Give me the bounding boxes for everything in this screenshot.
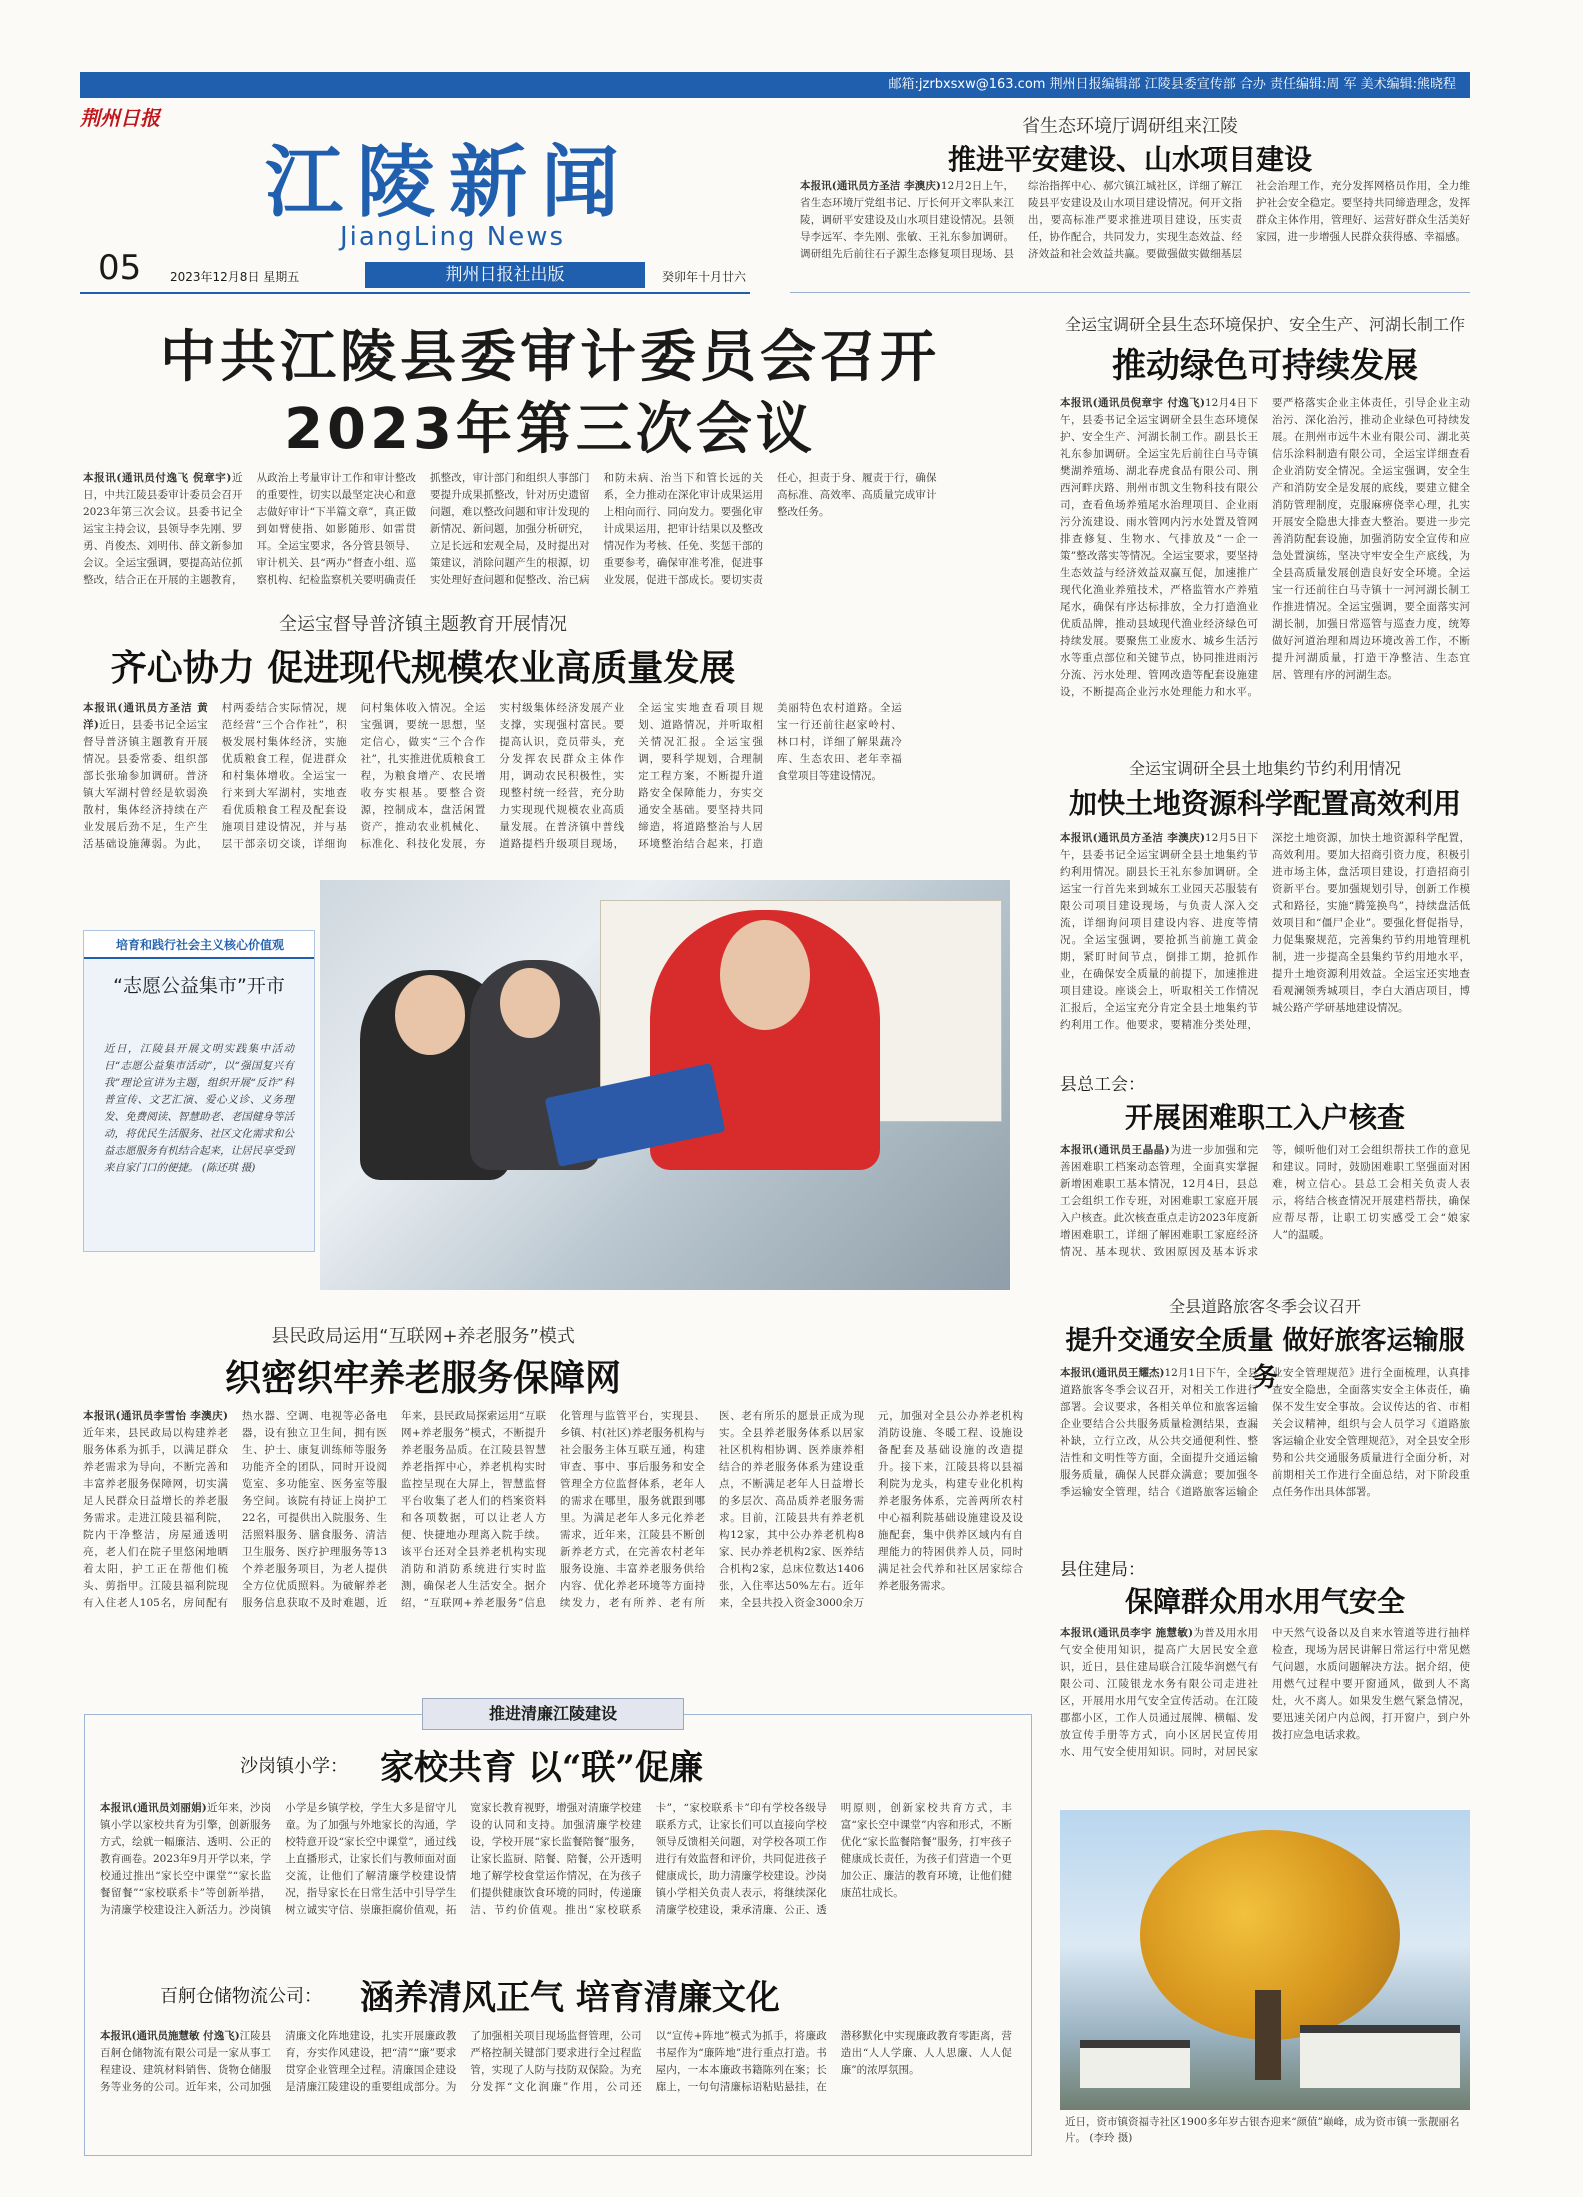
gas-title: 保障群众用水用气安全 <box>1124 1585 1405 1618</box>
elderly-text: 近年来，县民政局以构建养老服务体系为抓手，以满足群众养老需求为导向，不断完善和丰富养老服务保障网，切实满足人民群众日益增长的养老服务需求。走进江陵县福利院，院内干净整洁，房屋通透明亮，老人们在院子里悠闲地晒着太阳，护工正在帮他们梳头、剪指甲。江陵县福利院现有入住老人105名，房间配有热水器、空调、电视等必备电器，设有独立卫生间，拥有医生、护士、康复训练师等服务功能齐全的团队，同时开设阅览室、多功能室、医务室等服务空间。该院有持证上岗护工22名，可提供出入院服务、生活照料服务、膳食服务、清洁卫生服务、医疗护理服务等13个养老服务项目，为老人提供全方位优质照料。为破解养老服务信息获取不及时难题，近年来，县民政局探索运用“互联网+养老服务”模式，不断提升养老服务品质。在江陵县智慧养老指挥中心，养老机构实时监控呈现在大屏上，智慧监督平台收集了老人们的档案资料和各项数据，可以让老人方便、快捷地办理离入院手续。该平台还对全县养老机构实现消防和消防系统进行实时监测，确保老人生活安全。据介绍，“互联网+养老服务”信息化管理与监管平台，实现县、乡镇、村(社区)养老服务机构与社会服务主体互联互通，构建审查、事中、事后服务和安全管理全方位监督体系，老年人的需求在哪里，服务就跟到哪里。为满足老年人多元化养老需求，近年来，江陵县不断创新养老方式，在完善农村老年服务设施、丰富养老服务供给内容、优化养老环境等方面持续发力，老有所养、老有所医、老有所乐的愿景正成为现实。全县养老服务体系以居家社区机构相协调、医养康养相结合的养老服务体系为建设重点，不断满足老年人日益增长的多层次、高品质养老服务需求。目前，江陵县共有养老机构12家，其中公办养老机构8家、民办养老机构2家、医养结合机构2家，总床位数达1406张，入住率达50%左右。近年来，全县共投入资金3000余万元，加强对全县公办养老机构消防设施、冬暖工程、设施设备配套及基础设施的改造提升。接下来，江陵县将以县福利院为龙头，构建专业化机构养老服务体系，完善两所农村中心福利院基础设施建设及设施配套，集中供养区域内有自理能力的特困供养人员，同时满足社会代养和社区居家综合养老服务需求。 <box>83 1410 1023 1609</box>
storage-lead: 本报讯(通讯员施慧敏 付逸飞) <box>100 2030 240 2042</box>
traffic-lead: 本报讯(通讯员王耀杰) <box>1060 1367 1165 1379</box>
sidebox-title: “志愿公益集市”开市 <box>113 975 285 997</box>
traffic-text: 12月1日下午，全县道路旅客冬季会议召开，对相关工作进行部署。会议要求，各相关单位和旅客运输企业要结合公共服务质量检测结果，查漏补缺，立行立改，从公共交通便利性、整洁性和文明性等方面，全面提升交通运输服务质量，确保人民群众满意；要加强冬季运输安全管理，结合《道路旅客运输企业安全管理规范》进行全面梳理，认真排查安全隐患，全面落实安全主体责任，确保不发生安全事故。会议传达的省、市相关会议精神，组织与会人员学习《道路旅客运输企业安全管理规范》，对全县安全形势和公共交通服务质量进行全面分析，对前期相关工作进行全面总结，对下阶段重点任务作出具体部署。 <box>1060 1367 1470 1498</box>
face-left <box>395 975 465 1055</box>
school-text: 近年来，沙岗镇小学以家校共育为引擎，创新服务方式，绘就一幅廉洁、透明、公正的教育画卷。2023年9月开学以来，学校通过推出“家长空中课堂”“家长监餐留餐”“家校联系卡”等创新举措，为清廉学校建设注入新活力。沙岗镇小学是乡镇学校，学生大多是留守儿童。为了加强与外地家长的沟通，学校特意开设“家长空中课堂”，通过线上直播形式，让家长们与教师面对面交流，让他们了解清廉学校建设情况，指导家长在日常生活中引导学生树立诚实守信、崇廉拒腐价值观，拓宽家长教育视野，增强对清廉学校建设的认同和支持。加强清廉学校建设，学校开展“家长监餐陪餐”服务，让家长监厨、陪餐、陪餐，公开透明地了解学校食堂运作情况，在为孩子们提供健康饮食环境的同时，传递廉洁、节约价值观。推出“家校联系卡”，“家校联系卡”印有学校各级导联系方式，让家长们可以直接向学校领导反馈相关问题，对学校各项工作进行有效监督和评价，共同促进孩子健康成长，助力清廉学校建设。沙岗镇小学相关负责人表示，将继续深化清廉学校建设，秉承清廉、公正、透明原则，创新家校共育方式，丰富“家长空中课堂”内容和形式，不断优化“家长监餐陪餐”服务，打牢孩子健康成长责任，为孩子们营造一个更加公正、廉洁的教育环境，让他们健康茁壮成长。 <box>100 1802 1012 1916</box>
agri-kicker: 全运宝督导普济镇主题教育开展情况 <box>279 614 567 635</box>
storage-text: 江陵县百舸仓储物流有限公司是一家从事工程建设、建筑材料销售、货物仓储服务等业务的公司。近年来，公司加强清廉文化阵地建设，扎实开展廉政教育，夯实作风建设，把“清”“廉”要求贯穿企业管理全过程。清廉国企建设是清廉江陵建设的重要组成部分。为了加强相关项目现场监督管理，公司严格控制关键部门要求进行全过程监管，实现了人防与技防双保险。为充分发挥“文化润廉”作用，公司还以“宣传+阵地”模式为抓手，将廉政书屋作为“廉阵地”进行重点打造。书屋内，一本本廉政书籍陈列在案；长廊上，一句句清廉标语粘贴悬挂，在潜移默化中实现廉政教育零距离，营造出“人人学廉、人人思廉、人人促廉”的浓厚氛围。 <box>100 2030 1012 2093</box>
agri-body <box>83 700 902 865</box>
sidebox-body <box>104 1041 294 1177</box>
sidebox-credit: (陈还琪 摄) <box>201 1162 256 1174</box>
volunteer-photo <box>320 880 1010 1290</box>
elderly-kicker: 县民政局运用“互联网+养老服务”模式 <box>271 1326 575 1347</box>
audit-title: 中共江陵县委审计委员会召开2023年第三次会议 <box>160 325 940 462</box>
school-lead: 本报讯(通讯员刘丽娟) <box>100 1802 207 1814</box>
env-kicker: 省生态环境厅调研组来江陵 <box>1022 116 1238 137</box>
agri-text: 近日，县委书记全运宝督导普济镇主题教育开展情况。县委常委、组织部部长张瑜参加调研。普济镇大军湖村曾经是软弱涣散村，集体经济持续在产业发展后劲不足，生产生活基础设施薄弱。为此，村两委结合实际情况，规范经营“三个合作社”，积极发展村集体经济，实施优质粮食工程，促进群众和村集体增收。全运宝一行来到大军湖村，实地查看优质粮食工程及配套设施项目建设情况，并与基层干部亲切交谈，详细询问村集体收入情况。全运宝强调，要统一思想，坚定信心，做实“三个合作社”，扎实推进优质粮食工程，为粮食增产、农民增收夯实根基。要整合资源，控制成本，盘活闲置资产，推动农业机械化、标准化、科技化发展，夯实村级集体经济发展产业支撑，实现强村富民。要提高认识，竞员带头，充分发挥农民群众主体作用，调动农民积极性，实现整村统一经营，充分助力实现现代规模农业高质量发展。在普济镇中普线道路提档升级项目现场，全运宝实地查看项目规划、道路情况，并听取相关情况汇报。全运宝强调，要科学规划，合理制定工程方案，不断提升道路安全保障能力，夯实交通安全基础。要坚持共同缔造，将道路整治与人居环境整治结合起来，打造美丽特色农村道路。全运宝一行还前往赵家岭村、林口村，详细了解果蔬冷库、生态农田、老年幸福食堂项目等建设情况。 <box>83 702 902 850</box>
ginkgo-photo <box>1060 1810 1470 2110</box>
house <box>1080 2040 1190 2088</box>
union-text: 为进一步加强和完善困难职工档案动态管理，全面真实掌握新增困难职工基本情况，12月4日，县总工会组织工作专班，对困难职工家庭开展入户核查。此次核查重点走访2023年度新增困难职工，详细了解困难职工家庭经济情况、基本现状、致困原因及基本诉求等，倾听他们对工会组织帮扶工作的意见和建议。同时，鼓励困难职工坚强面对困难，树立信心。县总工会相关负责人表示，将结合核查情况开展建档帮扶，确保应帮尽帮，让职工切实感受工会“娘家人”的温暖。 <box>1060 1144 1470 1258</box>
land-lead: 本报讯(通讯员方圣洁 李澳庆) <box>1060 832 1205 844</box>
ginkgo-credit: (李玲 摄) <box>1089 2132 1133 2144</box>
ginkgo-caption <box>1065 2114 1470 2146</box>
page-number: 05 <box>98 248 142 288</box>
env-divider <box>790 292 1470 293</box>
volunteer-sidebox <box>83 930 315 1252</box>
audit-text: 近日，中共江陵县委审计委员会召开2023年第三次会议。县委书记全运宝主持会议，县领导李先刚、罗勇、肖俊杰、刘明伟、薛文新参加会议。全运宝强调，要提高站位抓整改，结合正在开展的主题教育，从政治上考量审计工作和审计整改的重要性，切实以最坚定决心和意志做好审计“下半篇文章”，真正做到如臂使指、如影随形、如雷贯耳。全运宝要求，各分管县领导、审计机关、县“两办”督查小组、巡察机构、纪检监察机关要明确责任抓整改，审计部门和组织人事部门要提升成果抓整改，针对历史遗留问题，难以整改问题和审计发现的新情况、新问题，加强分析研究，立足长远和宏观全局，及时提出对策建议，消除问题产生的根源，切实处理好查问题和促整改、治已病和防未病、治当下和管长远的关系，全力推动在深化审计成果运用上相向而行、同向发力。要强化审计成果运用，把审计结果以及整改情况作为考核、任免、奖惩干部的重要参考，确保审准考准，促进事业发展，促进干部成长。要切实责任心，担责于身、履责于行，确保高标准、高效率、高质量完成审计整改任务。 <box>83 472 937 586</box>
traffic-kicker: 全县道路旅客冬季会议召开 <box>1168 1297 1361 1316</box>
land-text: 12月5日下午，县委书记全运宝调研全县土地集约节约利用情况。副县长王礼东参加调研。全运宝一行首先来到城东工业园天芯服装有限公司项目建设现场，与负责人深入交流，详细询问项目建设内容、进度等情况。全运宝强调，要抢抓当前施工黄金期，紧盯时间节点，倒排工期，抢抓作业，在确保安全质量的前提下，加速推进项目建设。座谈会上，听取相关工作情况汇报后，全运宝充分肯定全县土地集约节约利用工作。他要求，要精准分类处理，深挖土地资源，加快土地资源科学配置，高效利用。要加大招商引资力度，积极引进市场主体，盘活项目建设，打造招商引资新平台。要加强规划引导，创新工作模式和路径，实施“腾笼换鸟”，持续盘活低效项目和“僵尸企业”。要强化督促指导，力促集聚规范，完善集约节约用地管理机制，进一步提高全县集约节约用地水平，提升土地资源利用效益。全运宝还实地查看观澜领秀城项目，李白大酒店项目，博城公路产学研基地建设情况。 <box>1060 832 1470 1031</box>
env-title: 推进平安建设、山水项目建设 <box>947 143 1312 176</box>
gas-lead: 本报讯(通讯员李宇 施慧敏) <box>1060 1627 1194 1639</box>
header-contact-bar: 邮箱:jzrbxsxw@163.com 荆州日报编辑部 江陵县委宣传部 合办 责任编辑:周 军 美术编辑:熊晓程 <box>80 72 1470 98</box>
elderly-lead: 本报讯(通讯员李雪怡 李澳庆) <box>83 1410 228 1422</box>
land-title: 加快土地资源科学配置高效利用 <box>1068 787 1461 820</box>
newspaper-logo: 荆州日报 <box>80 106 160 130</box>
union-body <box>1060 1142 1470 1277</box>
audit-lead: 本报讯(通讯员付逸飞 倪章宇) <box>83 472 232 484</box>
storage-title: 涵养清风正气 培育清廉文化 <box>360 1978 780 2018</box>
storage-body <box>100 2028 1012 2146</box>
green-lead: 本报讯(通讯员倪章宇 付逸飞) <box>1060 397 1205 409</box>
school-kicker: 沙岗镇小学： <box>240 1756 348 1777</box>
clean-section-tag: 推进清廉江陵建设 <box>422 1698 684 1730</box>
green-title: 推动绿色可持续发展 <box>1112 346 1418 386</box>
agri-lead: 本报讯(通讯员方圣洁 黄洋) <box>83 702 208 731</box>
elderly-title: 织密织牢养老服务保障网 <box>224 1357 621 1399</box>
ginkgo-caption-text: 近日，资市镇资福寺社区1900多年岁古银杏迎来“颜值”巅峰，成为资市镇一张靓丽名片。 <box>1065 2116 1460 2144</box>
traffic-body <box>1060 1365 1470 1535</box>
union-title: 开展困难职工入户核查 <box>1124 1101 1405 1134</box>
green-body <box>1060 395 1470 730</box>
lunar-date: 癸卯年十月廿六 <box>662 270 747 284</box>
storage-kicker: 百舸仓储物流公司： <box>160 1986 322 2007</box>
union-lead: 本报讯(通讯员王晶晶) <box>1060 1144 1170 1156</box>
sidebox-text: 近日，江陵县开展文明实践集中活动日“志愿公益集市活动”，以“强国复兴有我”理论宣讲为主题，组织开展“反诈”科普宣传、文艺汇演、爱心义诊、义务理发、免费阅读、智慧助老、老国健身等活动，将优民生活服务、社区文化需求和公益志愿服务有机结合起来，让居民享受到来自家门口的便捷。 <box>104 1043 294 1174</box>
elderly-body <box>83 1408 1023 1688</box>
school-body <box>100 1800 1012 1950</box>
traffic-title: 提升交通安全质量 做好旅客运输服务 <box>1065 1326 1465 1393</box>
agri-title: 齐心协力 促进现代规模农业高质量发展 <box>110 647 736 689</box>
green-text: 12月4日下午，县委书记全运宝调研全县生态环境保护、安全生产、河湖长制工作。副县长王礼东参加调研。全运宝先后前往白马寺镇樊湖养殖场、湖北春虎食品有限公司、荆西河畔庆路、荆州市凯文生物科技有限公司，查看鱼场养殖尾水治理项目、企业雨污分流建设、雨水管网内污水处置及管网排查修复、生物水、气排放及“一企一策”整改落实等情况。全运宝要求，要坚持生态效益与经济效益双赢互促，加速推广现代化渔业养殖技术，严格监管水产养殖尾水，确保有序达标排放，全力打造渔业优质品牌，推动县域现代渔业经济绿色可持续发展。要聚焦工业废水、城乡生活污水等重点部位和关键节点，协同推进雨污分流、污水处理、管网改造等配套设施建设，不断提高企业污水处理能力和水平。要严格落实企业主体责任，引导企业主动治污、深化治污，推动企业绿色可持续发展。在荆州市远牛木业有限公司、湖北英信乐涂料制造有限公司，全运宝详细查看企业消防安全情况。全运宝强调，安全生产和消防安全是发展的底线，要建立健全消防管理制度，克服麻痹侥幸心理，扎实开展安全隐患大排查大整治。要进一步完善消防配套设施，加强消防安全宣传和应急处置演练，坚决守牢安全生产底线，为全县高质量发展创造良好安全环境。全运宝一行还前往白马寺镇十一河河湖长制工作推进情况。全运宝强调，要全面落实河湖长制，加强日常巡管与巡查力度，统筹做好河道治理和周边环境改善工作，不断提升河湖质量，打造干净整洁、生态宜居、管理有序的河湖生态。 <box>1060 397 1470 698</box>
house <box>1300 2025 1460 2088</box>
union-kicker: 县总工会： <box>1060 1075 1145 1095</box>
env-text: 12月2日上午，省生态环境厅党组书记、厅长何开文率队来江陵，调研平安建设及山水项目建设情况。县领导李远军、李先刚、张敏、王礼东参加调研。调研组先后前往石子源生态修复项目现场、县综治指挥中心、郝穴镇江城社区，详细了解江陵县平安建设及山水项目建设情况。何开文指出，要高标准严要求推进项目建设，压实责任，协作配合，共同发力，实现生态效益、经济效益和社会效益共赢。要做强做实做细基层社会治理工作，充分发挥网格员作用，全力维护社会安全稳定。要坚持共同缔造理念，发挥群众主体作用，管理好、运营好群众生活美好家园，进一步增强人民群众获得感、幸福感。 <box>800 180 1470 260</box>
header-divider <box>80 292 750 294</box>
school-title: 家校共育 以“联”促廉 <box>380 1748 703 1788</box>
masthead-english: JiangLing News <box>340 222 566 252</box>
publisher-bar: 荆州日报社出版 <box>365 262 645 288</box>
face-right <box>720 920 810 1030</box>
land-body <box>1060 830 1470 1045</box>
gas-body <box>1060 1625 1470 1795</box>
env-body <box>800 178 1470 278</box>
issue-date: 2023年12月8日 星期五 <box>170 270 300 284</box>
masthead-title: 江陵新闻 <box>265 137 634 228</box>
ginkgo-trunk <box>1255 1990 1281 2080</box>
audit-body <box>83 470 937 590</box>
gas-kicker: 县住建局： <box>1060 1560 1145 1580</box>
face-middle <box>500 968 560 1038</box>
gas-text: 为普及用水用气安全使用知识，提高广大居民安全意识，近日，县住建局联合江陵华润燃气有限公司、江陵银龙水务有限公司走进社区，开展用水用气安全宣传活动。在江陵郡都小区，工作人员通过展牌、横幅、发放宣传手册等方式，向小区居民宣传用水、用气安全使用知识。同时，对居民家中天然气设备以及自来水管道等进行抽样检查，现场为居民讲解日常运行中常见燃气问题，水质问题解决方法。据介绍，使用燃气过程中要开窗通风，做到人不离灶，火不离人。如果发生燃气紧急情况，要迅速关闭户内总阀，打开窗户，到户外拨打应急电话求救。 <box>1060 1627 1470 1758</box>
green-kicker: 全运宝调研全县生态环境保护、安全生产、河湖长制工作 <box>1064 315 1465 334</box>
sidebox-header: 培育和践行社会主义核心价值观 <box>84 931 314 959</box>
env-lead: 本报讯(通讯员方圣洁 李澳庆) <box>800 180 941 192</box>
land-kicker: 全运宝调研全县土地集约节约利用情况 <box>1128 759 1401 778</box>
